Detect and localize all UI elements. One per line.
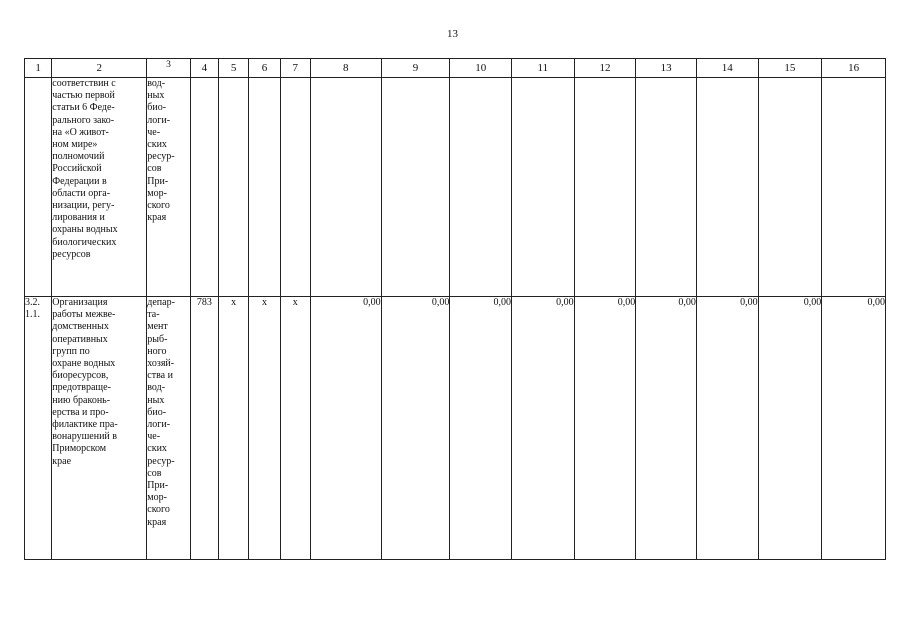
value-cell: 0,00 (310, 297, 381, 560)
code-cell: х (249, 297, 280, 560)
cell-text-line: лирования и (52, 212, 105, 224)
value-cell (512, 78, 575, 297)
cell-text-line: При- (147, 175, 169, 187)
column-header: 5 (219, 59, 249, 78)
cell-text-line: ресур- (147, 151, 175, 163)
cell-text-line: на «О живот- (52, 126, 109, 138)
cell-text-line: домственных (52, 321, 109, 333)
item-number (25, 78, 52, 297)
cell-text-line: биологических (52, 236, 117, 248)
value-cell (636, 78, 697, 297)
table-row (25, 78, 886, 297)
value-cell (696, 78, 758, 297)
cell-text-line: ского (147, 200, 170, 212)
code-cell (190, 78, 218, 297)
cell-text-line: филактике пра- (52, 419, 118, 431)
cell-text-line: биоресурсов, (52, 370, 109, 382)
value-cell: 0,00 (450, 297, 512, 560)
cell-text-line: края (147, 212, 167, 224)
activity-name (52, 297, 147, 560)
value-cell: 0,00 (381, 297, 450, 560)
column-header: 8 (310, 59, 381, 78)
cell-text-line: вонарушений в (52, 431, 118, 443)
value-cell (822, 78, 886, 297)
column-header: 11 (512, 59, 575, 78)
column-header: 12 (574, 59, 636, 78)
cell-text-line: статьи 6 Феде- (52, 102, 115, 114)
cell-text-line: био- (147, 406, 167, 418)
code-cell: х (280, 297, 310, 560)
cell-text-line: ного (147, 345, 167, 357)
cell-text-line: полномочий (52, 151, 105, 163)
cell-text-line: сов (147, 163, 162, 175)
cell-text-line: соответствин с (52, 78, 116, 89)
value-cell: 0,00 (758, 297, 822, 560)
value-cell (450, 78, 512, 297)
cell-text-line: ерства и про- (52, 406, 109, 418)
cell-text-line: био- (147, 102, 167, 114)
cell-text-line: низации, регу- (52, 200, 115, 212)
cell-text-line: рыб- (147, 333, 168, 345)
cell-text-line: та- (147, 309, 160, 321)
cell-text-line: ских (147, 443, 167, 455)
cell-text-line: работы межве- (52, 309, 116, 321)
code-cell (219, 78, 249, 297)
cell-text-line: Приморском (52, 443, 107, 455)
column-header: 7 (280, 59, 310, 78)
value-cell (758, 78, 822, 297)
code-cell: 783 (190, 297, 218, 560)
column-header: 10 (450, 59, 512, 78)
column-header: 14 (696, 59, 758, 78)
cell-text-line: мент (147, 321, 168, 333)
column-number-row (25, 59, 886, 78)
column-header: 13 (636, 59, 697, 78)
cell-text-line: Организация (52, 297, 108, 308)
cell-text-line: ресур- (147, 455, 175, 467)
column-header: 4 (190, 59, 218, 78)
value-cell: 0,00 (574, 297, 636, 560)
cell-text-line: предотвраще- (52, 382, 111, 394)
cell-text-line: области орга- (52, 187, 111, 199)
cell-text-line: вод- (147, 78, 166, 89)
budget-table (24, 58, 886, 560)
page-number: 13 (447, 28, 458, 40)
cell-text-line: частью первой (52, 90, 115, 102)
cell-text-line: края (147, 516, 167, 528)
value-cell: 0,00 (512, 297, 575, 560)
cell-text-line: групп по (52, 345, 90, 357)
column-header: 16 (822, 59, 886, 78)
cell-text-line: мор- (147, 187, 167, 199)
code-cell (249, 78, 280, 297)
column-header: 6 (249, 59, 280, 78)
cell-text-line: ства и (147, 370, 173, 382)
value-cell (310, 78, 381, 297)
column-header: 15 (758, 59, 822, 78)
cell-text-line: крае (52, 455, 72, 467)
cell-text-line: оперативных (52, 333, 108, 345)
cell-text-line: че- (147, 431, 161, 443)
table-row (25, 297, 886, 560)
cell-text-line: Федерации в (52, 175, 107, 187)
cell-text-line: Российской (52, 163, 102, 175)
code-cell: х (219, 297, 249, 560)
value-cell: 0,00 (696, 297, 758, 560)
cell-text-line: хозяй- (147, 358, 175, 370)
cell-text-line: ных (147, 90, 165, 102)
activity-name (52, 78, 147, 297)
cell-text-line: 1.1. (25, 309, 40, 321)
cell-text-line: мор- (147, 492, 167, 504)
column-header: 2 (52, 59, 147, 78)
cell-text-line: При- (147, 480, 169, 492)
cell-text-line: сов (147, 467, 162, 479)
cell-text-line: ном мире» (52, 139, 98, 151)
cell-text-line: че- (147, 126, 161, 138)
cell-text-line: депар- (147, 297, 175, 308)
cell-text-line: ского (147, 504, 170, 516)
item-number (25, 297, 52, 560)
cell-text-line: логи- (147, 419, 171, 431)
cell-text-line: охраны водных (52, 224, 118, 236)
column-header: 3 (147, 59, 190, 78)
value-cell: 0,00 (636, 297, 697, 560)
cell-text-line: нию браконь- (52, 394, 111, 406)
responsible-body (147, 297, 190, 560)
column-header: 9 (381, 59, 450, 78)
value-cell: 0,00 (822, 297, 886, 560)
cell-text-line: рального зако- (52, 114, 115, 126)
column-header: 1 (25, 59, 52, 78)
cell-text-line: ресурсов (52, 248, 91, 260)
cell-text-line: охране водных (52, 358, 116, 370)
value-cell (574, 78, 636, 297)
cell-text-line: логи- (147, 114, 171, 126)
cell-text-line: ских (147, 139, 167, 151)
cell-text-line: вод- (147, 382, 166, 394)
cell-text-line: 3.2. (25, 297, 40, 308)
value-cell (381, 78, 450, 297)
responsible-body (147, 78, 190, 297)
cell-text-line: ных (147, 394, 165, 406)
code-cell (280, 78, 310, 297)
